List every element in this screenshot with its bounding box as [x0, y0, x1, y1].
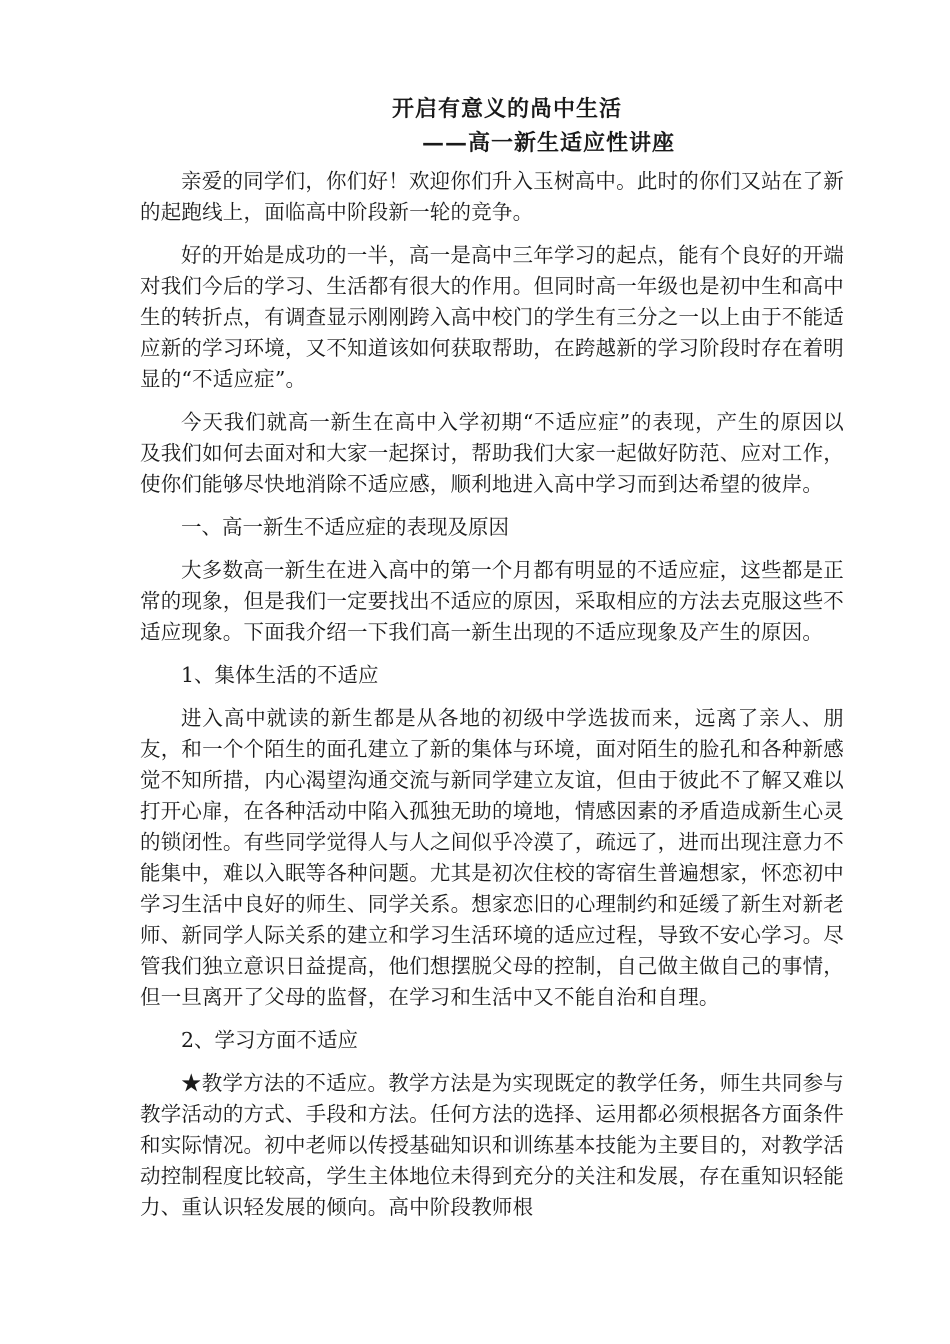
- section-heading-1: 一、高一新生不适应症的表现及原因: [181, 515, 509, 539]
- document-page: [140, 92, 844, 1235]
- paragraph-most-students: 大多数高一新生在进入高中的第一个月都有明显的不适应症，这些都是正常的现象，但是我们一定要找出不适应的原因，采取相应的方法去克服这些不适应现象。下面我介绍一下我们高一新生出现的不适应现象及产生的原因。: [140, 558, 844, 644]
- paragraph-greeting: 亲爱的同学们，你们好！欢迎你们升入玉树高中。此时的你们又站在了新的起跑线上，面临高中阶段新一轮的竞争。: [140, 169, 844, 224]
- paragraph-teaching-method: ★教学方法的不适应。教学方法是为实现既定的教学任务，师生共同参与教学活动的方式、手段和方法。任何方法的选择、运用都必须根据各方面条件和实际情况。初中老师以传授基础知识和训练基本技能为主要目的，对教学活动控制程度比较高，学生主体地位未得到充分的关注和发展，存在重知识轻能力、重认识轻发展的倾向。高中阶段教师根: [140, 1071, 844, 1219]
- paragraph-today: 今天我们就高一新生在高中入学初期“不适应症”的表现，产生的原因以及我们如何去面对和大家一起探讨，帮助我们大家一起做好防范、应对工作，使你们能够尽快地消除不适应感，顺利地进入高中学习而到达希望的彼岸。: [140, 410, 844, 496]
- subsection-heading-learning: 2、学习方面不适应: [181, 1028, 359, 1052]
- document-subtitle: ——高一新生适应性讲座: [422, 130, 676, 156]
- document-title: 开启有意义的咼中生活: [391, 96, 622, 122]
- subsection-heading-collective-life: 1、集体生活的不适应: [181, 663, 379, 687]
- paragraph-collective-life: 进入高中就读的新生都是从各地的初级中学选拔而来，远离了亲人、朋友，和一个个陌生的面孔建立了新的集体与环境，面对陌生的脸孔和各种新感觉不知所措，内心渴望沟通交流与新同学建立友谊，但由于彼此不了解又难以打开心扉，在各种活动中陷入孤独无助的境地，情感因素的矛盾造成新生心灵的锁闭性。有些同学觉得人与人之间似乎冷漠了，疏远了，进而出现注意力不能集中，难以入眠等各种问题。尤其是初次住校的寄宿生普遍想家，怀恋初中学习生活中良好的师生、同学关系。想家恋旧的心理制约和延缓了新生对新老师、新同学人际关系的建立和学习生活环境的适应过程，导致不安心学习。尽管我们独立意识日益提高，他们想摆脱父母的控制，自己做主做自己的事情，但一旦离开了父母的监督，在学习和生活中又不能自治和自理。: [140, 706, 844, 1009]
- paragraph-good-start: 好的开始是成功的一半，高一是高中三年学习的起点，能有个良好的开端对我们今后的学习、生活都有很大的作用。但同时高一年级也是初中生和高中生的转折点，有调查显示刚刚跨入高中校门的学生有三分之一以上由于不能适应新的学习环境，又不知道该如何获取帮助，在跨越新的学习阶段时存在着明显的“不适应症”。: [140, 243, 844, 391]
